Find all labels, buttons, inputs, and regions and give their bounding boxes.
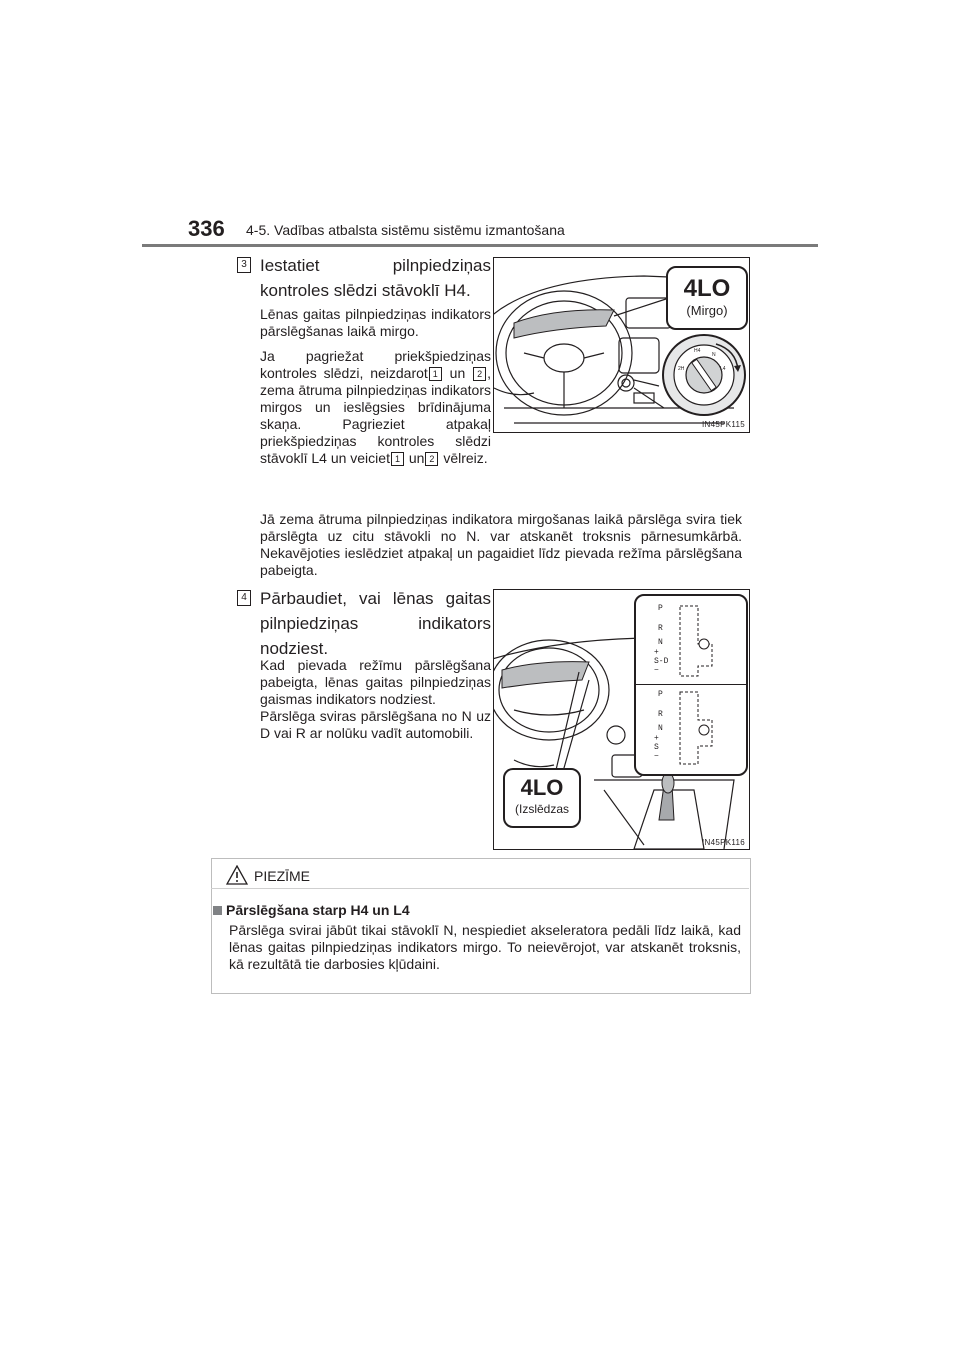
step-ref-box: 1 [429, 367, 442, 381]
step-number-3: 3 [237, 257, 251, 273]
step-4-paragraph-1: Kad pievada režīmu pārslēgšana pabeigta, lēnas gaitas pilnpiedziņas gaismas indikators nodziest. [260, 657, 491, 707]
step-3-warning-paragraph: Jā zema ātruma pilnpiedziņas indikatora mirgošanas laikā pārslēga svira tiek pārslēgta uz citu stāvokli no N. var atskanēt troksnis pārnesumkārbā. Nekavējoties ieslēdziet atpakaļ un pagaidiet līdz pievada režīma pārslēgšana pabeigta. [260, 511, 742, 578]
gate-p: P [658, 604, 663, 613]
callout-4lo-text: 4LO [683, 275, 731, 302]
note-title: Pārslēgšana starp H4 un L4 [226, 902, 410, 918]
step-ref-box: 2 [473, 367, 486, 381]
callout-mirgo-text: (Mirgo) [686, 303, 728, 318]
gate-n: N [658, 638, 663, 647]
step-3-paragraph-2: Ja pagriežat priekšpiedziņas kontroles slēdzi, neizdarot 1 un 2 , zema ātruma pilnpiedziņas indikators mirgos un ieslēgsies brīdinājuma skaņa. Pagrieziet atpakaļ priekšpiedziņas kontroles slēdzi stāvoklī L4 un veiciet 1 un 2 vēlreiz. [260, 348, 491, 466]
shift-gate-callout [634, 594, 748, 776]
gate-minus: − [654, 752, 659, 761]
step-3-body [260, 306, 491, 475]
figure-shift-gate [493, 589, 750, 850]
figure-code: IN45PK115 [702, 420, 746, 429]
callout-4lo-text: 4LO [520, 775, 564, 800]
callout-4lo-blinking [666, 266, 748, 330]
dial-label-n: N [712, 352, 716, 358]
step-4-paragraph-2: Pārslēga sviras pārslēgšana no N uz D vai R ar nolūku vadīt automobili. [260, 708, 491, 741]
step-4-body [260, 657, 491, 742]
gate-s: S [654, 743, 659, 752]
gate-r: R [658, 710, 663, 719]
header-rule [142, 244, 818, 247]
gate-r: R [658, 624, 663, 633]
page-number: 336 [188, 216, 225, 241]
gate-s-d: S-D [654, 657, 669, 666]
callout-4lo-off [503, 768, 581, 828]
step-3-paragraph-1: Lēnas gaitas pilnpiedziņas indikators pārslēgšanas laikā mirgo. [260, 306, 491, 339]
warning-triangle-icon [226, 865, 248, 885]
step-ref-box: 2 [425, 452, 438, 466]
step-ref-box: 1 [391, 452, 404, 466]
note-label: PIEZĪME [254, 868, 311, 884]
callout-izsledzas-text: (Izslēdzas [514, 802, 570, 816]
transfer-dial-icon [662, 334, 746, 416]
dial-label-l4: L4 [720, 366, 726, 372]
figure-code: IN45PK116 [702, 838, 746, 847]
step-4-title: Pārbaudiet, vai lēnas gaitas pilnpiedziņas indikators nodziest. [260, 589, 491, 658]
figure-dashboard-h4-switch [493, 257, 750, 433]
step-3-title: Iestatiet pilnpiedziņas kontroles slēdzi stāvoklī H4. [260, 256, 491, 300]
square-bullet-icon [213, 906, 222, 915]
gate-plus: + [654, 648, 659, 657]
note-text: Pārslēga svirai jābūt tikai stāvoklī N, nespiediet akseleratora pedāli līdz laikā, kad lēnas gaitas pilnpiedziņas indikators mirgo. To neievērojot, var atskanēt troksnis, kā rezultātā tie darbosies kļūdaini. [229, 922, 741, 972]
chapter-title: 4-5. Vadības atbalsta sistēmu sistēmu izmantošana [246, 222, 565, 238]
step-number-4: 4 [237, 590, 251, 606]
gate-p: P [658, 690, 663, 699]
gate-minus: − [654, 666, 659, 675]
gate-n: N [658, 724, 663, 733]
dial-label-2h: 2H [678, 366, 685, 372]
gate-plus: + [654, 734, 659, 743]
dial-label-h4: H4 [694, 348, 701, 354]
